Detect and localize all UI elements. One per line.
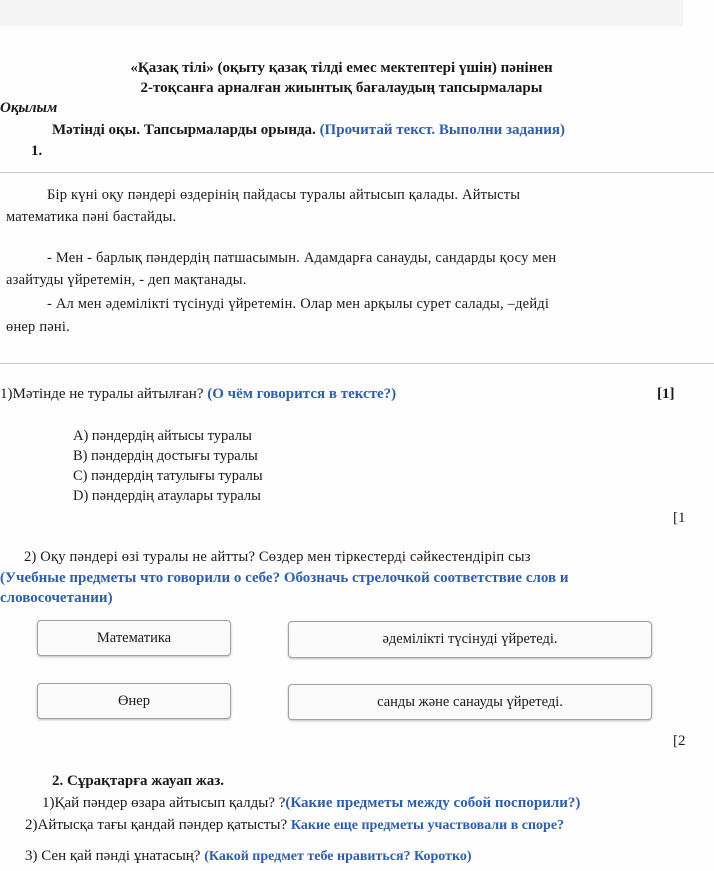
question-2-ru-line1: (Учебные предметы что говорили о себе? Обозначь стрелочкой соответствие слов и [0,570,569,586]
task2-question-2 [25,817,564,834]
task2-question-1-kz: 1)Қай пәндер өзара айтысып қалды? ? [42,795,286,811]
question-1-kz: 1)Мәтінде не туралы айтылған? [0,386,204,402]
match-right-beauty[interactable] [288,621,652,658]
match-left-mathematics-label: Математика [96,629,172,646]
task1-instruction-ru: (Прочитай текст. Выполни задания) [319,122,566,138]
match-left-mathematics[interactable] [37,620,231,656]
text-p2-line1: - Мен - барлық пәндердің патшасымын. Адамдарға санауды, сандарды қосу мен [47,250,557,266]
question-1-score-right: [1 [673,510,686,526]
task2-question-2-ru: Какие еще предметы участвовали в споре? [290,818,565,833]
task1-instruction-kz: Мәтінді оқы. Тапсырмаларды орында. [52,122,316,138]
section-heading: Оқылым [0,100,58,116]
document-subtitle: 2-тоқсанға арналған жиынтық бағалаудың тапсырмалары [140,80,543,96]
task2-question-3 [25,848,472,865]
question-1-ru: (О чём говорится в тексте?) [207,386,397,402]
top-margin [0,0,683,26]
task1-number: 1. [31,143,43,159]
question-2-ru-line2: словосочетании) [0,590,113,606]
question-2-score: [2 [673,733,686,749]
option-d[interactable]: D) пәндердің атаулары туралы [73,488,261,504]
question-1-score: [1] [657,386,675,402]
task2-title: 2. Сұрақтарға жауап жаз. [52,773,225,789]
text-p2-line2: азайтуды үйретемін, - деп мақтанады. [6,272,247,288]
match-right-beauty-label: әдемілікті түсінуді үйретеді. [382,631,558,647]
match-left-art[interactable] [37,683,231,719]
text-p3-line2: өнер пәні. [6,319,70,335]
question-2-kz: 2) Оқу пәндері өзі туралы не айтты? Сөздер мен тіркестерді сәйкестендіріп сыз [24,549,531,565]
task2-question-2-kz: 2)Айтысқа тағы қандай пәндер қатысты? [25,817,288,833]
task2-question-1 [42,795,580,812]
match-left-art-label: Өнер [118,692,150,709]
option-b[interactable]: В) пәндердің достығы туралы [73,448,258,464]
match-right-numbers[interactable] [288,684,652,720]
task2-question-3-kz: 3) Сен қай пәнді ұнатасың? [25,848,201,864]
text-p3-line1: - Ал мен әдемілікті түсінуді үйретемін. Олар мен арқылы сурет салады, –дейді [47,296,550,312]
task2-question-1-ru: (Какие предметы между собой поспорили?) [285,795,581,811]
task1-instruction [52,122,565,139]
document-title: «Қазақ тілі» (оқыту қазақ тілді емес мектептері үшін) пәнінен [130,60,553,76]
match-right-numbers-label: санды және санауды үйретеді. [377,693,563,710]
question-1 [0,386,396,403]
text-p1-line1: Бір күні оқу пәндері өздерінің пайдасы туралы айтысып қалады. Айтысты [47,187,521,203]
task2-question-3-ru: (Какой предмет тебе нравиться? Коротко) [204,849,472,864]
option-c[interactable]: С) пәндердің татулығы туралы [73,468,263,484]
text-p1-line2: математика пәні бастайды. [6,209,177,225]
option-a[interactable]: А) пәндердің айтысы туралы [73,428,252,444]
